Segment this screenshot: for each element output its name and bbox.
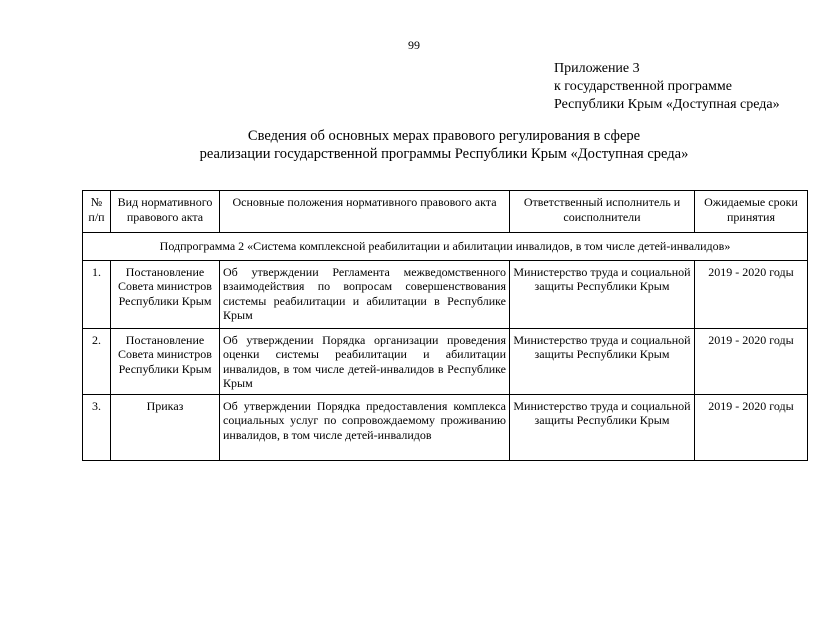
header-executor: Ответственный исполнитель и соисполнители [510, 191, 695, 233]
row-term: 2019 - 2020 годы [695, 394, 808, 460]
row-term: 2019 - 2020 годы [695, 328, 808, 394]
row-provisions: Об утверждении Порядка предоставления комплекса социальных услуг по сопровождаемому проживанию инвалидов, в том числе детей-инвалидов [220, 394, 510, 460]
row-executor: Министерство труда и социальной защиты Республики Крым [510, 260, 695, 328]
appendix-note [554, 60, 780, 114]
appendix-line: Приложение 3 [554, 61, 640, 76]
document-title [0, 127, 828, 163]
row-act-type: Постановление Совета министров Республики Крым [111, 328, 220, 394]
row-number: 1. [83, 260, 111, 328]
row-term: 2019 - 2020 годы [695, 260, 808, 328]
table-row [83, 328, 808, 394]
row-act-type: Постановление Совета министров Республики Крым [111, 260, 220, 328]
header-provisions: Основные положения нормативного правового акта [220, 191, 510, 233]
appendix-line: к государственной программе [554, 79, 732, 94]
row-executor: Министерство труда и социальной защиты Республики Крым [510, 328, 695, 394]
header-number: № п/п [83, 191, 111, 233]
subprogram-title: Подпрограмма 2 «Система комплексной реабилитации и абилитации инвалидов, в том числе детей-инвалидов» [83, 233, 808, 261]
row-executor: Министерство труда и социальной защиты Республики Крым [510, 394, 695, 460]
row-provisions: Об утверждении Регламента межведомственного взаимодействия по вопросам совершенствования системы реабилитации и абилитации в Республике Крым [220, 260, 510, 328]
appendix-line: Республики Крым «Доступная среда» [554, 97, 780, 112]
title-line: Сведения об основных мерах правового регулирования в сфере [247, 128, 641, 144]
row-provisions: Об утверждении Порядка организации проведения оценки системы реабилитации и абилитации инвалидов, в том числе детей-инвалидов в Республике Крым [220, 328, 510, 394]
table-row [83, 260, 808, 328]
table-header-row [83, 191, 808, 233]
table-row [83, 394, 808, 460]
row-act-type: Приказ [111, 394, 220, 460]
subprogram-row [83, 233, 808, 261]
header-act-type: Вид нормативного правового акта [111, 191, 220, 233]
measures-table [82, 190, 808, 461]
page-number: 99 [408, 38, 420, 52]
row-number: 2. [83, 328, 111, 394]
title-line: реализации государственной программы Республики Крым «Доступная среда» [199, 146, 689, 162]
header-term: Ожидаемые сроки принятия [695, 191, 808, 233]
row-number: 3. [83, 394, 111, 460]
